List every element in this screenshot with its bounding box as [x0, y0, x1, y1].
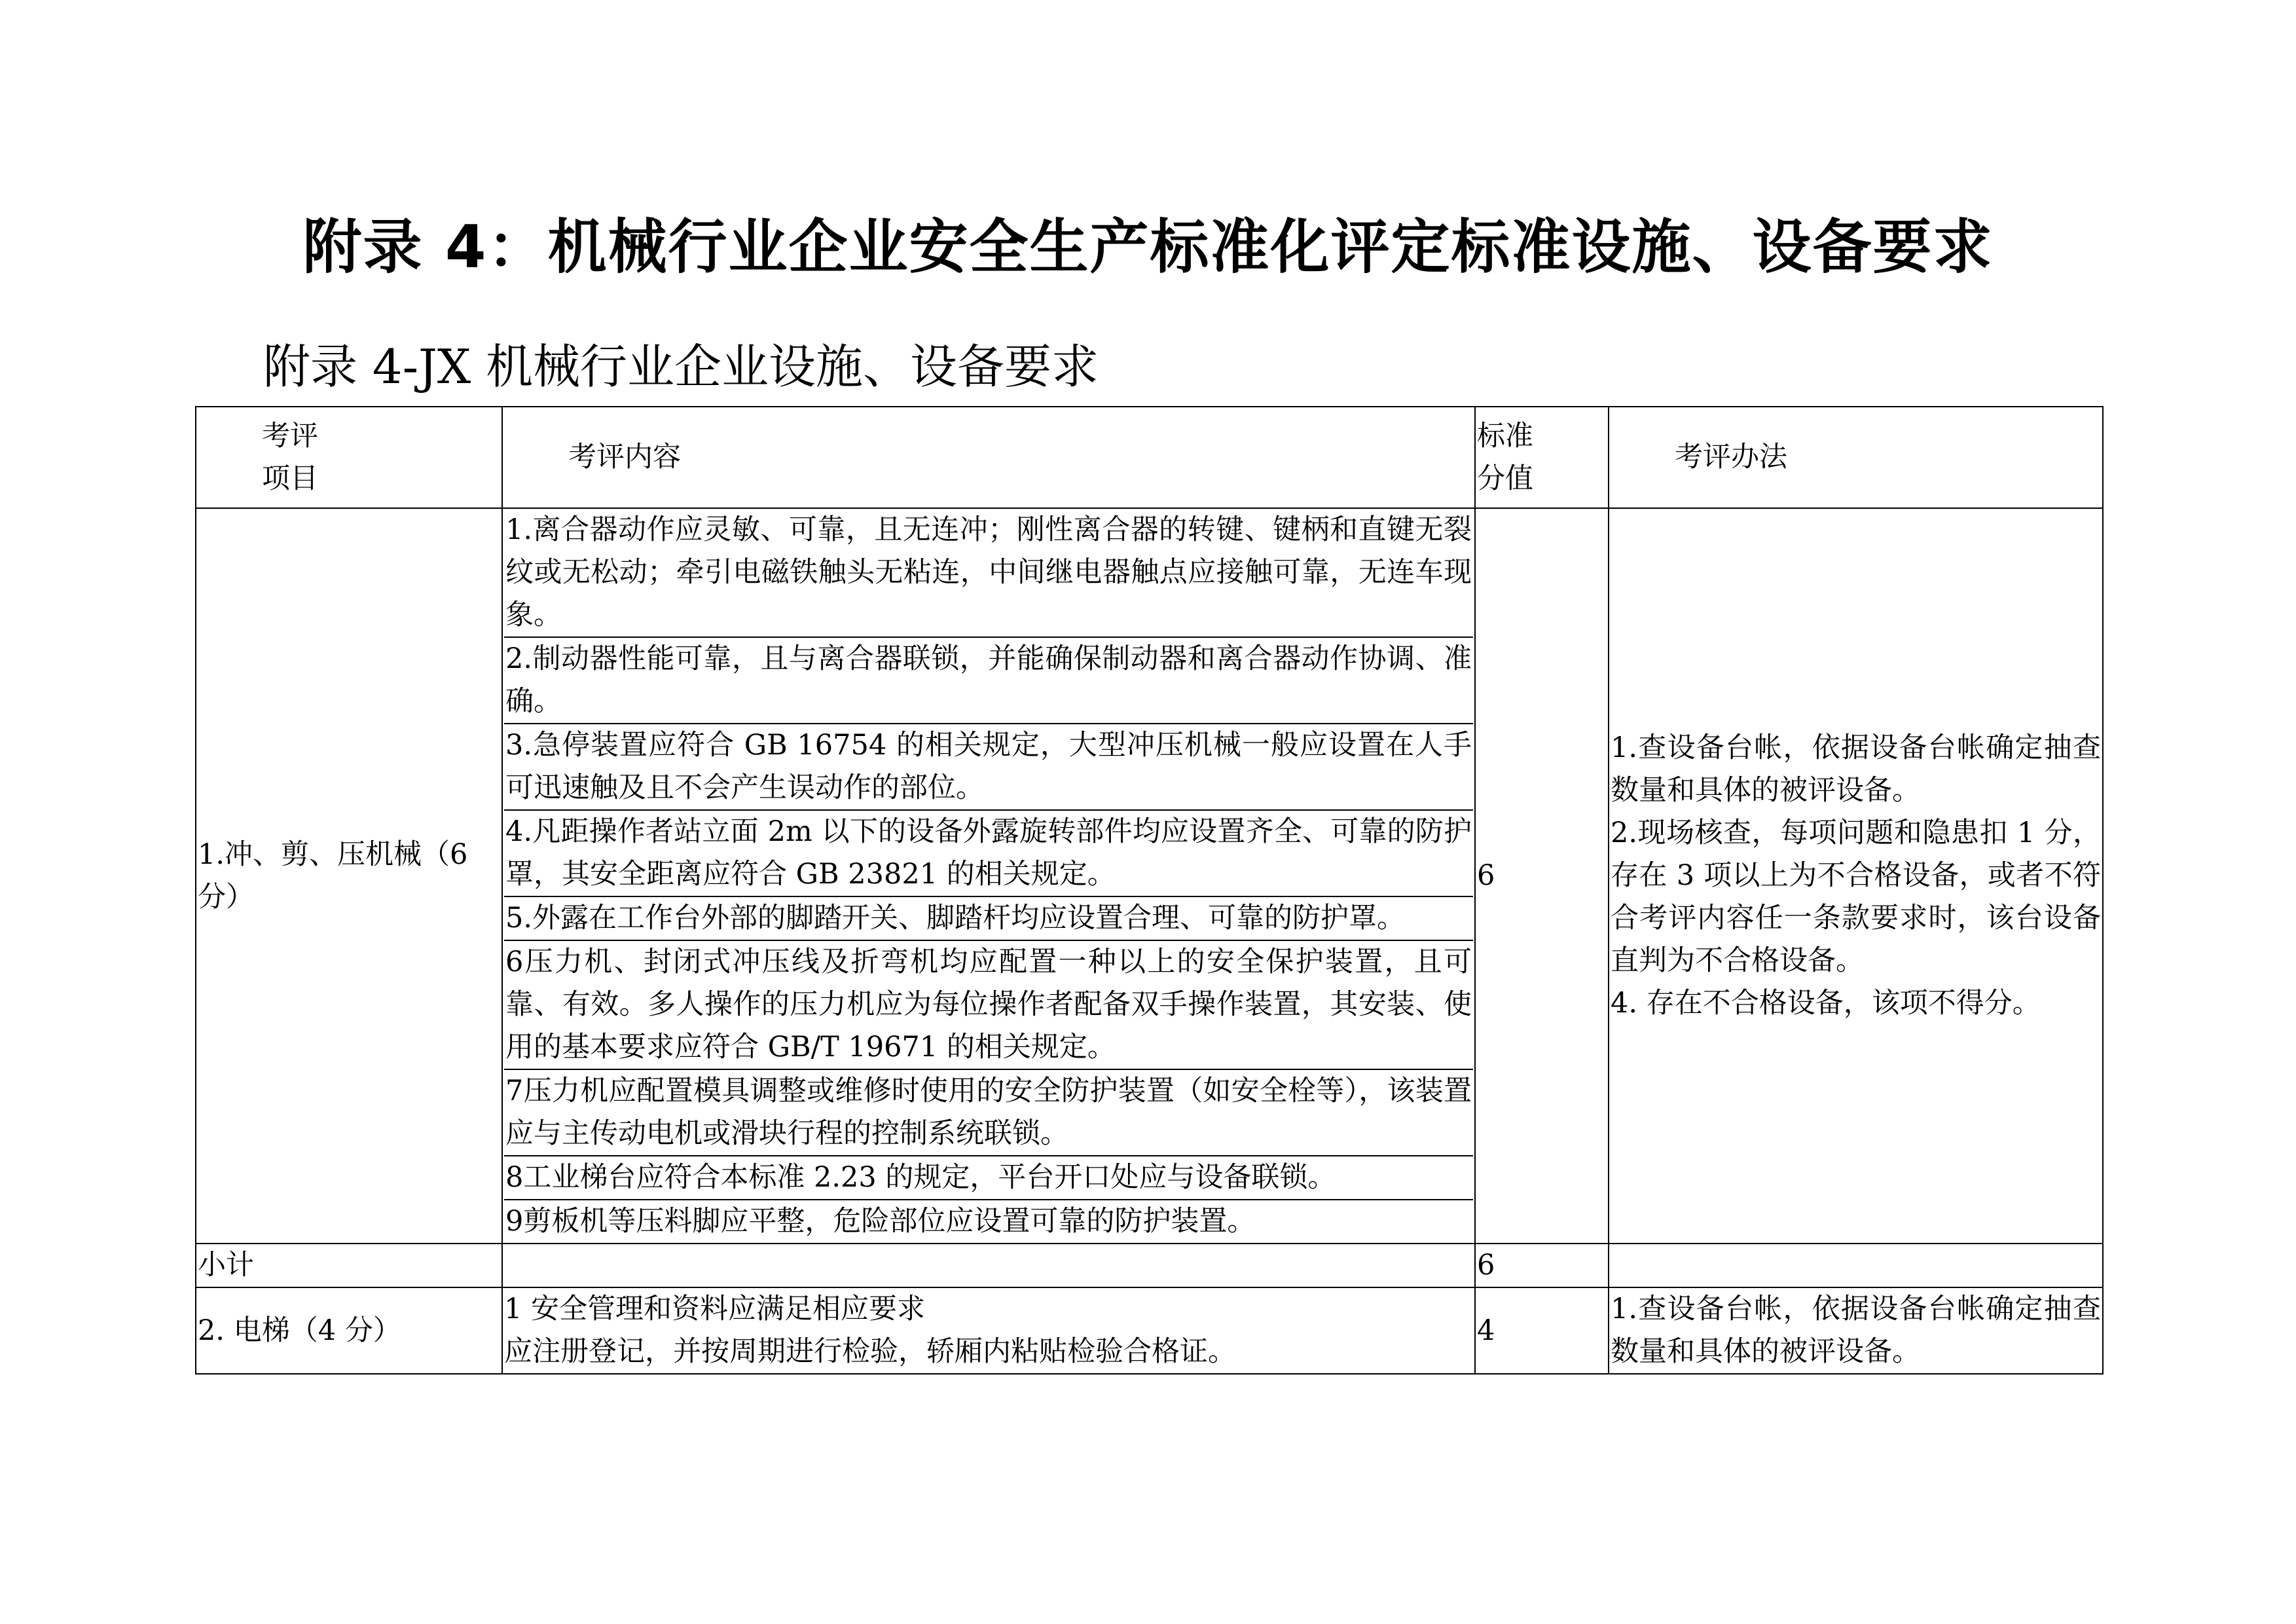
method-cell: 1.查设备台帐，依据设备台帐确定抽查数量和具体的被评设备。	[1609, 1287, 2103, 1374]
header-item: 考评 项目	[196, 407, 502, 508]
item-cell: 2. 电梯（4 分）	[196, 1287, 502, 1374]
evaluation-table	[195, 406, 2104, 1375]
content-item: 1.离合器动作应灵敏、可靠，且无连冲；刚性离合器的转键、键柄和直键无裂纹或无松动；牵引电磁铁触头无粘连，中间继电器触点应接触可靠，无连车现象。	[504, 509, 1473, 638]
table-row	[196, 1287, 2103, 1374]
subtotal-method	[1609, 1244, 2103, 1287]
header-score: 标准 分值	[1475, 407, 1609, 508]
method-step: 4. 存在不合格设备，该项不得分。	[1611, 987, 2041, 1020]
table-header-row	[196, 407, 2103, 508]
item-cell: 1.冲、剪、压机械（6分）	[196, 508, 502, 1244]
content-cell	[502, 508, 1475, 1244]
score-cell: 4	[1475, 1287, 1609, 1374]
content-item: 4.凡距操作者站立面 2m 以下的设备外露旋转部件均应设置齐全、可靠的防护罩，其安全距离应符合 GB 23821 的相关规定。	[504, 811, 1473, 897]
subtotal-content	[502, 1244, 1475, 1287]
content-cell: 1 安全管理和资料应满足相应要求 应注册登记，并按周期进行检验，轿厢内粘贴检验合格证。	[502, 1287, 1475, 1374]
subtotal-score: 6	[1475, 1244, 1609, 1287]
score-cell: 6	[1475, 508, 1609, 1244]
table-row	[196, 508, 2103, 1244]
content-item: 7压力机应配置模具调整或维修时使用的安全防护装置（如安全栓等），该装置应与主传动电机或滑块行程的控制系统联锁。	[504, 1070, 1473, 1156]
content-item: 2.制动器性能可靠，且与离合器联锁，并能确保制动器和离合器动作协调、准确。	[504, 638, 1473, 724]
content-item: 9剪板机等压料脚应平整，危险部位应设置可靠的防护装置。	[505, 1205, 1256, 1238]
content-item: 8工业梯台应符合本标准 2.23 的规定，平台开口处应与设备联锁。	[504, 1156, 1473, 1200]
subtotal-row	[196, 1244, 2103, 1287]
content-item: 6压力机、封闭式冲压线及折弯机均应配置一种以上的安全保护装置，且可靠、有效。多人操作的压力机应为每位操作者配备双手操作装置，其安装、使用的基本要求应符合 GB/T 19671 的相关规定。	[504, 941, 1473, 1070]
subtotal-label: 小计	[196, 1244, 502, 1287]
document-title: 附录 4：机械行业企业安全生产标准化评定标准设施、设备要求	[302, 213, 1994, 282]
content-item: 5.外露在工作台外部的脚踏开关、脚踏杆均应设置合理、可靠的防护罩。	[504, 897, 1473, 941]
method-step: 1.查设备台帐，依据设备台帐确定抽查数量和具体的被评设备。	[1611, 731, 2101, 807]
method-cell	[1609, 508, 2103, 1244]
document-subtitle: 附录 4-JX 机械行业企业设施、设备要求	[263, 339, 1099, 394]
header-method: 考评办法	[1609, 407, 2103, 508]
content-item: 3.急停装置应符合 GB 16754 的相关规定，大型冲压机械一般应设置在人手可迅速触及且不会产生误动作的部位。	[504, 724, 1473, 811]
method-step: 2.现场核查，每项问题和隐患扣 1 分，存在 3 项以上为不合格设备，或者不符合考评内容任一条款要求时，该台设备直判为不合格设备。	[1611, 817, 2101, 977]
header-content: 考评内容	[502, 407, 1475, 508]
